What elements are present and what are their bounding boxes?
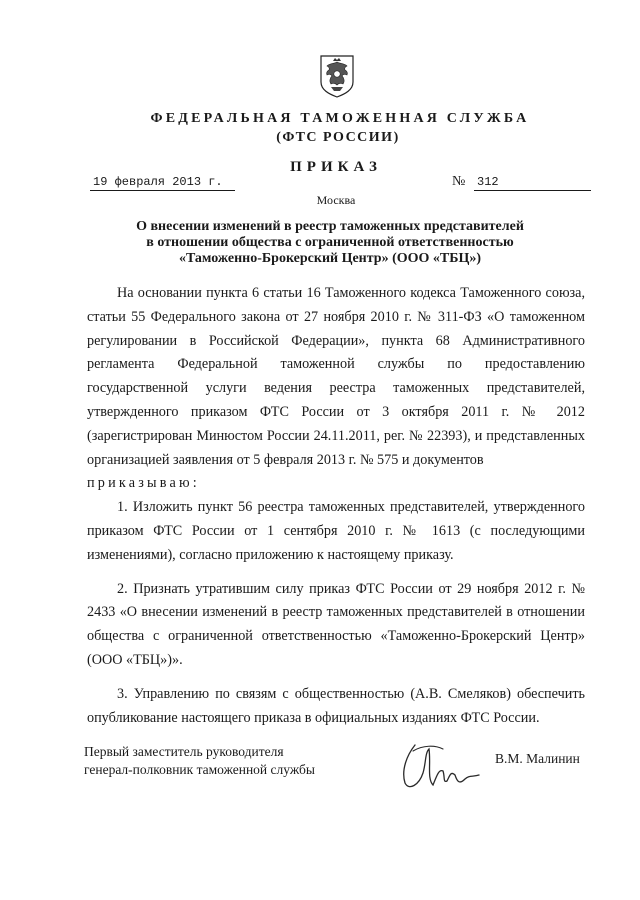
order-item: 2. Признать утратившим силу приказ ФТС России от 29 ноября 2012 г. № 2433 «О внесении изменений в реестр таможенных представителей в отношении общества с ограниченной ответственностью «Таможенно-Брокерский Центр» (ООО «ТБЦ»)». <box>87 580 585 668</box>
title-line: «Таможенно-Брокерский Центр» (ООО «ТБЦ») <box>178 251 482 266</box>
signatory-position <box>84 743 315 779</box>
issue-city: Москва <box>316 193 356 207</box>
title-line: О внесении изменений в реестр таможенных представителей <box>136 219 524 234</box>
signatory-position-line: генерал-полковник таможенной службы <box>84 762 315 777</box>
coat-of-arms-emblem-icon <box>318 54 356 98</box>
order-number: 312 <box>474 175 591 191</box>
preamble-paragraph: На основании пункта 6 статьи 16 Таможенного кодекса Таможенного союза, статьи 55 Федерального закона от 27 ноября 2010 г. № 311-ФЗ «О таможенном регулировании в Российской Федерации», пункта 68 Административного регламента Федеральной таможенной службы по предоставлению государственной услуги ведения реестра таможенных представителей, утвержденного приказом ФТС России от 3 октября 2011 г. № 2012 (зарегистрирован Минюстом России 24.11.2011, рег. № 22393), и представленных организацией заявления от 5 февраля 2013 г. № 575 и документов <box>87 285 585 468</box>
agency-short-name: (ФТС РОССИИ) <box>276 130 400 145</box>
order-item: 1. Изложить пункт 56 реестра таможенных представителей, утвержденного приказом ФТС России от 1 сентября 2010 г. № 1613 (с последующими изменениями), согласно приложению к настоящему приказу. <box>87 499 585 563</box>
signatory-name: В.М. Малинин <box>495 751 580 766</box>
handwritten-signature-icon <box>393 735 483 795</box>
order-number-label: № <box>452 174 466 189</box>
agency-name: ФЕДЕРАЛЬНАЯ ТАМОЖЕННАЯ СЛУЖБА <box>150 111 530 126</box>
signatory-position-line: Первый заместитель руководителя <box>84 744 284 759</box>
order-title <box>100 219 560 267</box>
title-line: в отношении общества с ограниченной ответственностью <box>146 235 514 250</box>
document-type: ПРИКАЗ <box>290 159 382 175</box>
order-date: 19 февраля 2013 г. <box>90 175 235 191</box>
order-item: 3. Управлению по связям с общественностью (А.В. Смеляков) обеспечить опубликование настоящего приказа в официальных изданиях ФТС России. <box>87 685 585 726</box>
order-directive: приказываю: <box>87 475 200 492</box>
order-body <box>87 282 585 730</box>
